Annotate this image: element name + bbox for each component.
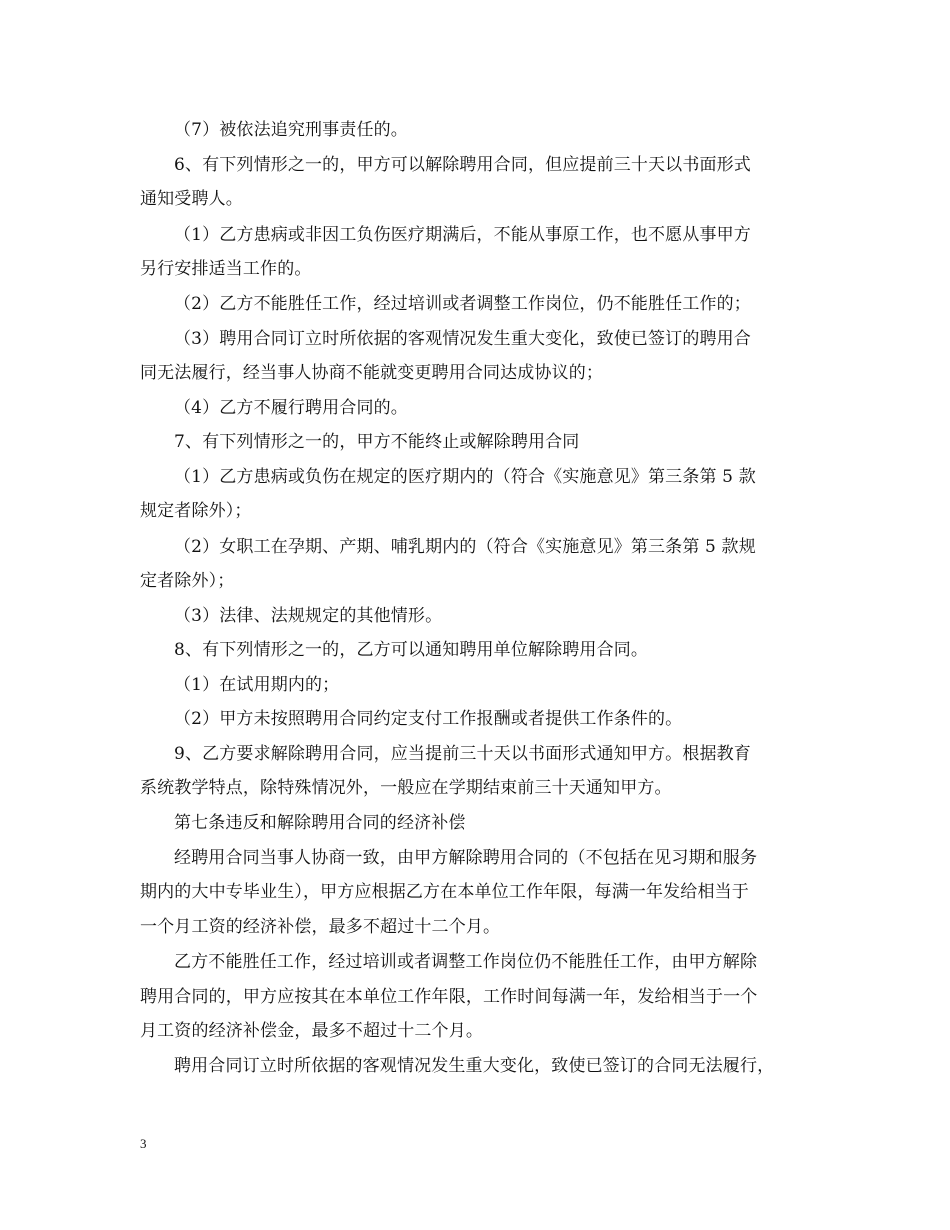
text-line: （2）乙方不能胜任工作，经过培训或者调整工作岗位，仍不能胜任工作的； — [174, 294, 751, 314]
text-line: 期内的大中专毕业生），甲方应根据乙方在本单位工作年限，每满一年发给相当于 — [140, 882, 749, 902]
text-line: 9、乙方要求解除聘用合同，应当提前三十天以书面形式通知甲方。根据教育 — [174, 744, 751, 764]
text-line: 乙方不能胜任工作，经过培训或者调整工作岗位仍不能胜任工作，由甲方解除 — [174, 952, 758, 972]
text-line: 聘用合同的，甲方应按其在本单位工作年限，工作时间每满一年，发给相当于一个 — [140, 987, 758, 1007]
text-line: 通知受聘人。 — [140, 189, 243, 209]
text-line: 同无法履行，经当事人协商不能就变更聘用合同达成协议的； — [140, 363, 604, 383]
text-line: （2）女职工在孕期、产期、哺乳期内的（符合《实施意见》第三条第 5 款规 — [174, 537, 756, 557]
page-number: 3 — [140, 1136, 147, 1151]
text-line: 规定者除外）； — [140, 501, 252, 521]
text-line: 另行安排适当工作的。 — [140, 259, 312, 279]
text-line: 经聘用合同当事人协商一致，由甲方解除聘用合同的（不包括在见习期和服务 — [174, 848, 758, 868]
text-line: （2）甲方未按照聘用合同约定支付工作报酬或者提供工作条件的。 — [174, 709, 683, 729]
text-line: （3）聘用合同订立时所依据的客观情况发生重大变化，致使已签订的聘用合 — [174, 329, 751, 349]
text-line: 聘用合同订立时所依据的客观情况发生重大变化，致使已签订的合同无法履行， — [174, 1056, 775, 1076]
text-line: （1）乙方患病或非因工负伤医疗期满后，不能从事原工作，也不愿从事甲方 — [174, 225, 751, 245]
text-line: 7、有下列情形之一的，甲方不能终止或解除聘用合同 — [174, 432, 580, 452]
text-line: 8、有下列情形之一的，乙方可以通知聘用单位解除聘用合同。 — [174, 640, 649, 660]
text-line: 6、有下列情形之一的，甲方可以解除聘用合同，但应提前三十天以书面形式 — [174, 155, 751, 175]
section-heading: 第七条违反和解除聘用合同的经济补偿 — [174, 813, 466, 833]
text-line: （1）乙方患病或负伤在规定的医疗期内的（符合《实施意见》第三条第 5 款 — [174, 467, 756, 487]
text-line: （1）在试用期内的； — [174, 675, 340, 695]
text-line: （7）被依法追究刑事责任的。 — [174, 120, 408, 140]
text-line: 系统教学特点，除特殊情况外，一般应在学期结束前三十天通知甲方。 — [140, 778, 672, 798]
text-line: （3）法律、法规规定的其他情形。 — [174, 606, 443, 626]
text-line: 定者除外）； — [140, 571, 235, 591]
text-line: 月工资的经济补偿金，最多不超过十二个月。 — [140, 1021, 483, 1041]
text-line: 一个月工资的经济补偿，最多不超过十二个月。 — [140, 917, 501, 937]
text-line: （4）乙方不履行聘用合同的。 — [174, 398, 408, 418]
